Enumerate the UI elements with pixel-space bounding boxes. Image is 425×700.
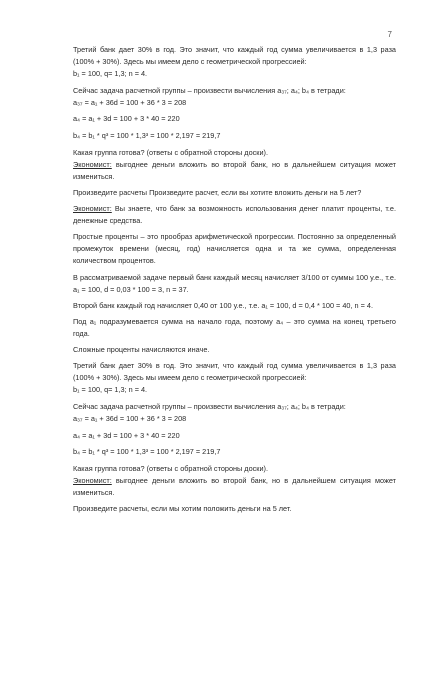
economist-remark <box>73 475 396 499</box>
group-question: Какая группа готова? (ответы с обратной стороны доски). <box>73 463 268 473</box>
third-bank-intro: Третий банк дает 30% в год. Это значит, что каждый год сумма увеличивается в 1,3 раза (100% + 30%). Здесь мы имеем дело с геометрической прогрессией: <box>73 45 396 67</box>
formula-a4: a₄ = a₁ + 3d = 100 + 3 * 40 = 220 <box>73 114 180 124</box>
economist-remark <box>73 159 396 183</box>
calc-task: Сейчас задача расчетной группы – произвести вычисления a₃₇; a₄; b₄ в тетради: <box>73 85 346 95</box>
formula-b4: b₄ = b₁ * q³ = 100 * 1,3³ = 100 * 2,197 = 219,7 <box>73 447 221 457</box>
page-number: 7 <box>387 30 392 39</box>
first-bank-text: В рассматриваемой задаче первый банк каждый месяц начисляет 3/100 от суммы 100 у.е., т.е. a₁ = 100, d = 0,03 * 100 = 3, n = 37. <box>73 272 396 294</box>
economist-label: Экономист: <box>73 475 112 485</box>
formula-a37: a₃₇ = a₁ + 36d = 100 + 36 * 3 = 208 <box>73 413 187 423</box>
formula-b4: b₄ = b₁ * q³ = 100 * 1,3³ = 100 * 2,197 = 219,7 <box>73 131 221 141</box>
second-bank-text: Второй банк каждый год начисляет 0,40 от 100 у.е., т.е. a₁ = 100, d = 0,4 * 100 = 40, n = 4. <box>73 300 373 310</box>
economist-remark <box>73 203 396 227</box>
group-question: Какая группа готова? (ответы с обратной стороны доски). <box>73 147 268 157</box>
progression-params: b₁ = 100, q= 1,3; n = 4. <box>73 69 148 79</box>
simple-interest-text: Простые проценты – это прообраз арифметической прогрессии. Постоянно за определенный промежуток времени (месяц, год) начисляется одна и та же сумма, определенная количеством процентов. <box>73 232 396 266</box>
progression-params: b₁ = 100, q= 1,3; n = 4. <box>73 385 148 395</box>
a1-note: Под a₁ подразумевается сумма на начало года, поэтому a₄ – это сумма на конец третьего года. <box>73 316 396 338</box>
economist-text: выгоднее деньги вложить во второй банк, но в дальнейшем ситуация может измениться. <box>73 159 396 181</box>
economist-text: Вы знаете, что банк за возможность использования денег платит проценты, т.е. денежные средства. <box>73 204 396 226</box>
calc-prompt: Произведите расчеты, если мы хотим положить деньги на 5 лет. <box>73 504 292 513</box>
economist-label: Экономист: <box>73 204 112 214</box>
calc-task: Сейчас задача расчетной группы – произвести вычисления a₃₇; a₄; b₄ в тетради: <box>73 401 346 411</box>
calc-prompt: Произведите расчеты Произведите расчет, если вы хотите вложить деньги на 5 лет? <box>73 187 362 197</box>
third-bank-intro: Третий банк дает 30% в год. Это значит, что каждый год сумма увеличивается в 1,3 раза (100% + 30%). Здесь мы имеем дело с геометрической прогрессией: <box>73 361 396 383</box>
document-body <box>73 44 396 519</box>
formula-a37: a₃₇ = a₁ + 36d = 100 + 36 * 3 = 208 <box>73 97 187 107</box>
formula-a4: a₄ = a₁ + 3d = 100 + 3 * 40 = 220 <box>73 430 180 440</box>
compound-interest-text: Сложные проценты начисляются иначе. <box>73 344 210 354</box>
economist-text: выгоднее деньги вложить во второй банк, но в дальнейшем ситуация может измениться. <box>73 475 396 497</box>
economist-label: Экономист: <box>73 159 112 169</box>
